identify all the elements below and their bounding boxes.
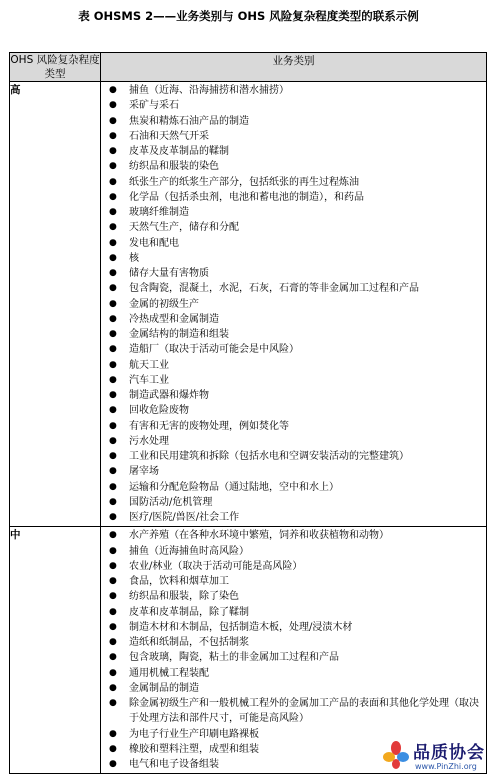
list-item-text: 有害和无害的废物处理，例如焚化等 xyxy=(129,420,289,432)
list-item xyxy=(105,696,482,727)
list-item-text: 汽车工业 xyxy=(129,374,169,386)
list-item-text: 皮革和皮革制品，除了鞣制 xyxy=(129,606,249,618)
table-row-medium xyxy=(10,527,487,774)
list-item-text: 金属的初级生产 xyxy=(129,298,199,310)
list-item-text: 发电和配电 xyxy=(129,237,179,249)
list-item xyxy=(105,480,482,495)
bullet-icon: ● xyxy=(109,390,117,400)
list-item xyxy=(105,236,482,251)
list-item-text: 医疗/医院/兽医/社会工作 xyxy=(129,512,240,523)
bullet-icon: ● xyxy=(109,176,117,187)
list-item-text: 玻璃纤维制造 xyxy=(129,207,189,218)
list-item-text: 捕鱼（近海捕鱼时高风险） xyxy=(129,545,249,557)
bullet-icon: ● xyxy=(109,637,117,647)
list-item xyxy=(105,388,482,403)
bullet-icon: ● xyxy=(109,466,117,477)
pinzhi-watermark xyxy=(381,738,493,776)
bullet-icon: ● xyxy=(109,283,117,294)
category-list-medium xyxy=(101,527,486,773)
list-item xyxy=(105,449,482,464)
list-item xyxy=(105,144,482,159)
bullet-icon: ● xyxy=(109,560,117,571)
bullet-icon: ● xyxy=(109,161,117,172)
list-item xyxy=(105,358,482,373)
bullet-icon: ● xyxy=(109,652,117,663)
bullet-icon: ● xyxy=(109,207,117,217)
bullet-icon: ● xyxy=(109,420,117,431)
list-item xyxy=(105,419,482,434)
bullet-icon: ● xyxy=(109,728,117,739)
list-item-text: 石油和天然气开采 xyxy=(129,130,209,142)
bullet-icon: ● xyxy=(109,591,117,602)
bullet-icon: ● xyxy=(109,100,117,111)
bullet-icon: ● xyxy=(109,191,117,202)
bullet-icon: ● xyxy=(109,252,117,263)
bullet-icon: ● xyxy=(109,329,117,339)
list-item xyxy=(105,403,482,418)
table-row-high xyxy=(10,82,487,527)
list-item-text: 包含陶瓷，混凝土，水泥，石灰，石膏的等非金属加工过程和产品 xyxy=(129,283,419,295)
bullet-icon: ● xyxy=(109,545,117,556)
list-item xyxy=(105,190,482,205)
bullet-icon: ● xyxy=(109,621,117,632)
list-item-text: 工业和民用建筑和拆除（包括水电和空调安装活动的完整建筑） xyxy=(129,451,409,462)
list-item-text: 回收危险废物 xyxy=(129,405,189,417)
category-list-cell xyxy=(101,527,487,774)
list-item xyxy=(105,495,482,510)
bullet-icon: ● xyxy=(109,481,117,492)
bullet-icon: ● xyxy=(109,298,117,309)
header-business-category: 业务类别 xyxy=(101,53,487,82)
bullet-icon: ● xyxy=(109,268,117,278)
list-item xyxy=(105,98,482,113)
list-item-text: 屠宰场 xyxy=(129,466,159,478)
flower-logo-icon xyxy=(381,740,411,770)
bullet-icon: ● xyxy=(109,435,117,446)
list-item xyxy=(105,175,482,190)
list-item xyxy=(105,605,482,620)
list-item-text: 捕鱼（近海、沿海捕捞和潜水捕捞） xyxy=(129,85,289,96)
bullet-icon: ● xyxy=(109,359,117,370)
list-item xyxy=(105,620,482,635)
list-item xyxy=(105,681,482,696)
watermark-brand: 品质协会 xyxy=(413,743,485,763)
list-item-text: 制造武器和爆炸物 xyxy=(129,390,209,401)
list-item-text: 皮革及皮革制品的鞣制 xyxy=(129,146,229,157)
list-item-text: 通用机械工程装配 xyxy=(129,667,209,679)
list-item xyxy=(105,434,482,449)
list-item-text: 纸张生产的纸浆生产部分，包括纸张的再生过程炼油 xyxy=(129,176,359,188)
category-list-cell xyxy=(101,82,487,527)
bullet-icon: ● xyxy=(109,313,117,324)
list-item-text: 纺织品和服装的染色 xyxy=(129,161,219,173)
watermark-url: www.PinZhi.org xyxy=(415,762,477,771)
category-list-high xyxy=(101,82,486,526)
list-item xyxy=(105,297,482,312)
document-title: 表 OHSMS 2——业务类别与 OHS 风险复杂程度类型的联系示例 xyxy=(78,9,419,23)
list-item xyxy=(105,281,482,296)
bullet-icon: ● xyxy=(109,496,117,507)
list-item xyxy=(105,559,482,574)
list-item xyxy=(105,129,482,144)
list-item-text: 航天工业 xyxy=(129,359,169,371)
list-item-text: 金属制品的制造 xyxy=(129,682,199,694)
list-item-text: 核 xyxy=(129,252,139,264)
risk-level-cell: 高 xyxy=(10,82,101,527)
list-item xyxy=(105,373,482,388)
bullet-icon: ● xyxy=(109,606,117,617)
bullet-icon: ● xyxy=(109,451,117,461)
bullet-icon: ● xyxy=(109,512,117,522)
list-item xyxy=(105,528,482,543)
bullet-icon: ● xyxy=(109,115,117,126)
list-item-text: 包含玻璃，陶瓷，粘土的非金属加工过程和产品 xyxy=(129,652,339,664)
bullet-icon: ● xyxy=(109,743,117,754)
bullet-icon: ● xyxy=(109,146,117,156)
list-item-text: 造纸和纸制品，不包括制浆 xyxy=(129,637,249,648)
bullet-icon: ● xyxy=(109,222,117,233)
list-item xyxy=(105,650,482,665)
bullet-icon: ● xyxy=(109,85,117,95)
list-item-text: 国防活动/危机管理 xyxy=(129,496,213,508)
list-item-text: 储存大量有害物质 xyxy=(129,268,209,279)
bullet-icon: ● xyxy=(109,667,117,678)
list-item-text: 为电子行业生产印刷电路裸板 xyxy=(129,728,259,740)
list-item-text: 橡胶和塑料注塑，成型和组装 xyxy=(129,743,259,755)
list-item xyxy=(105,589,482,604)
list-item xyxy=(105,205,482,220)
list-item xyxy=(105,83,482,98)
list-item-text: 制造木材和木制品，包括制造木板，处理/浸渍木材 xyxy=(129,621,353,633)
risk-level-cell: 中 xyxy=(10,527,101,774)
list-item-text: 采矿与采石 xyxy=(129,100,179,112)
list-item-text: 水产养殖（在各种水环境中繁殖，饲养和收获植物和动物） xyxy=(129,530,389,542)
business-category-table xyxy=(9,52,487,774)
header-risk-level: OHS 风险复杂程度类型 xyxy=(10,54,100,80)
list-item xyxy=(105,159,482,174)
bullet-icon: ● xyxy=(109,374,117,385)
list-item xyxy=(105,464,482,479)
list-item-text: 冷热成型和金属制造 xyxy=(129,313,219,325)
list-item xyxy=(105,635,482,650)
list-item-text: 污水处理 xyxy=(129,435,169,447)
list-item-text: 纺织品和服装，除了染色 xyxy=(129,591,239,603)
list-item xyxy=(105,574,482,589)
bullet-icon: ● xyxy=(109,698,117,708)
bullet-icon: ● xyxy=(109,405,117,416)
bullet-icon: ● xyxy=(109,237,117,248)
list-item xyxy=(105,251,482,266)
bullet-icon: ● xyxy=(109,759,117,769)
table-header-row xyxy=(10,53,487,82)
list-item xyxy=(105,266,482,281)
list-item-text: 焦炭和精炼石油产品的制造 xyxy=(129,115,249,127)
list-item-text: 食品，饮料和烟草加工 xyxy=(129,576,229,587)
list-item-text: 造船厂（取决于活动可能会是中风险） xyxy=(129,344,299,356)
list-item xyxy=(105,114,482,129)
list-item xyxy=(105,544,482,559)
list-item-text: 金属结构的制造和组装 xyxy=(129,329,229,340)
bullet-icon: ● xyxy=(109,530,117,541)
list-item-text: 天然气生产，储存和分配 xyxy=(129,222,239,234)
bullet-icon: ● xyxy=(109,682,117,693)
list-item xyxy=(105,666,482,681)
bullet-icon: ● xyxy=(109,576,117,586)
list-item-text: 除金属初级生产和一般机械工程外的金属加工产品的表面和其他化学处理（取决于处理方法和部件尺寸，可能是高风险） xyxy=(129,698,479,725)
list-item xyxy=(105,312,482,327)
bullet-icon: ● xyxy=(109,130,117,141)
list-item-text: 电气和电子设备组装 xyxy=(129,759,219,770)
bullet-icon: ● xyxy=(109,344,117,355)
list-item-text: 运输和分配危险物品（通过陆地，空中和水上） xyxy=(129,481,339,493)
list-item xyxy=(105,510,482,525)
list-item xyxy=(105,220,482,235)
list-item xyxy=(105,342,482,357)
list-item xyxy=(105,327,482,342)
list-item-text: 农业/林业（取决于活动可能是高风险） xyxy=(129,560,303,572)
list-item-text: 化学品（包括杀虫剂，电池和蓄电池的制造），和药品 xyxy=(129,191,364,203)
